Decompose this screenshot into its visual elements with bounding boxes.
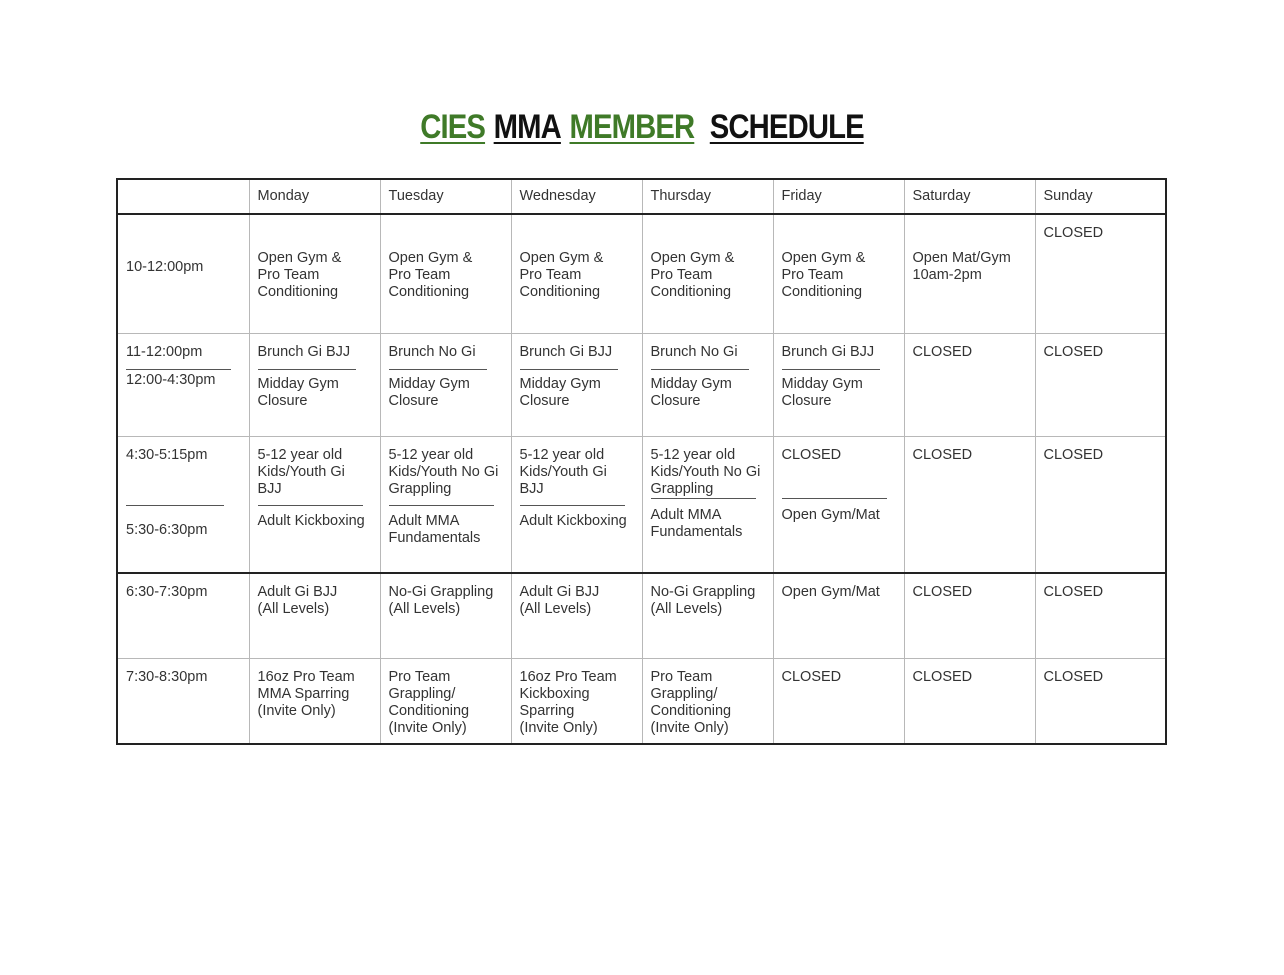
class-text-a: 5-12 year old Kids/Youth Gi BJJ — [257, 447, 345, 497]
class-text-a: Brunch No Gi — [650, 344, 738, 360]
title-part-mma: MMA — [493, 108, 561, 146]
divider-line — [389, 369, 487, 370]
divider-line — [126, 369, 231, 370]
class-text: CLOSED — [912, 344, 973, 360]
cell-thursday — [642, 573, 773, 659]
class-text: No-Gi Grappling (All Levels) — [388, 584, 494, 617]
divider-line — [782, 369, 880, 370]
class-text: CLOSED — [912, 669, 973, 685]
cell-monday — [249, 437, 380, 574]
cell-tuesday — [380, 437, 511, 574]
divider-line — [651, 369, 749, 370]
header-saturday: Saturday — [904, 179, 1035, 214]
cell-sunday — [1035, 214, 1166, 334]
class-text: CLOSED — [1043, 225, 1104, 241]
class-text-a: Brunch Gi BJJ — [519, 344, 613, 360]
cell-monday — [249, 214, 380, 334]
class-text-b: Midday Gym Closure — [388, 376, 470, 409]
page-title — [90, 108, 1194, 147]
cell-saturday — [904, 334, 1035, 437]
cell-wednesday — [511, 334, 642, 437]
title-part-member: MEMBER — [569, 108, 695, 146]
cell-saturday — [904, 573, 1035, 659]
time-cell — [117, 437, 249, 574]
class-text: No-Gi Grappling (All Levels) — [650, 584, 756, 617]
time-label-b: 12:00-4:30pm — [126, 372, 216, 388]
class-text: Adult Gi BJJ (All Levels) — [519, 584, 600, 617]
title-part-schedule: SCHEDULE — [709, 108, 864, 146]
class-text: Open Mat/Gym 10am-2pm — [912, 250, 1011, 283]
cell-monday — [249, 573, 380, 659]
cell-friday — [773, 334, 904, 437]
class-text-b: Adult Kickboxing — [257, 513, 365, 529]
time-cell — [117, 573, 249, 659]
class-text-a: 5-12 year old Kids/Youth Gi BJJ — [519, 447, 607, 497]
cell-tuesday — [380, 214, 511, 334]
cell-wednesday — [511, 573, 642, 659]
cell-wednesday — [511, 214, 642, 334]
class-text: Open Gym & Pro Team Conditioning — [388, 250, 473, 300]
class-text-a: CLOSED — [781, 447, 842, 463]
time-label-b: 5:30-6:30pm — [126, 522, 208, 538]
title-part-cies: CIES — [420, 108, 486, 146]
cell-saturday — [904, 437, 1035, 574]
class-text: CLOSED — [1043, 669, 1104, 685]
row-630-730 — [117, 573, 1166, 659]
row-11-430 — [117, 334, 1166, 437]
class-text: Adult Gi BJJ (All Levels) — [257, 584, 338, 617]
cell-wednesday — [511, 437, 642, 574]
cell-friday — [773, 437, 904, 574]
header-tuesday: Tuesday — [380, 179, 511, 214]
time-cell — [117, 214, 249, 334]
divider-line — [520, 369, 618, 370]
cell-tuesday — [380, 334, 511, 437]
class-text: CLOSED — [1043, 344, 1104, 360]
cell-saturday — [904, 659, 1035, 745]
divider-line — [651, 498, 756, 499]
cell-sunday — [1035, 573, 1166, 659]
header-sunday: Sunday — [1035, 179, 1166, 214]
cell-thursday — [642, 214, 773, 334]
class-text-b: Adult Kickboxing — [519, 513, 627, 529]
cell-saturday — [904, 214, 1035, 334]
row-10-12 — [117, 214, 1166, 334]
row-430-630 — [117, 437, 1166, 574]
row-730-830 — [117, 659, 1166, 745]
header-friday: Friday — [773, 179, 904, 214]
header-corner — [117, 179, 249, 214]
cell-thursday — [642, 437, 773, 574]
cell-friday — [773, 659, 904, 745]
class-text: CLOSED — [1043, 447, 1104, 463]
class-text: Open Gym/Mat — [781, 584, 880, 600]
time-cell — [117, 659, 249, 745]
divider-line — [258, 505, 363, 506]
class-text-a: 5-12 year old Kids/Youth No Gi Grappling — [650, 447, 761, 497]
cell-tuesday — [380, 659, 511, 745]
class-text: CLOSED — [1043, 584, 1104, 600]
class-text-b: Adult MMA Fundamentals — [650, 507, 743, 540]
time-label-a: 11-12:00pm — [126, 344, 203, 360]
class-text-b: Adult MMA Fundamentals — [388, 513, 481, 546]
class-text-a: 5-12 year old Kids/Youth No Gi Grappling — [388, 447, 499, 497]
cell-monday — [249, 334, 380, 437]
class-text-a: Brunch Gi BJJ — [781, 344, 875, 360]
header-thursday: Thursday — [642, 179, 773, 214]
class-text: Open Gym & Pro Team Conditioning — [257, 250, 342, 300]
class-text-b: Midday Gym Closure — [650, 376, 732, 409]
cell-thursday — [642, 659, 773, 745]
class-text: CLOSED — [912, 447, 973, 463]
class-text: Open Gym & Pro Team Conditioning — [781, 250, 866, 300]
divider-line — [126, 505, 224, 506]
class-text: Pro Team Grappling/ Conditioning (Invite Only) — [388, 669, 470, 736]
class-text-b: Midday Gym Closure — [519, 376, 601, 409]
class-text-b: Midday Gym Closure — [781, 376, 863, 409]
time-label: 6:30-7:30pm — [126, 584, 208, 600]
class-text: 16oz Pro Team Kickboxing Sparring (Invite Only) — [519, 669, 617, 736]
cell-monday — [249, 659, 380, 745]
cell-sunday — [1035, 334, 1166, 437]
class-text: CLOSED — [781, 669, 842, 685]
header-monday: Monday — [249, 179, 380, 214]
divider-line — [782, 498, 887, 499]
header-row — [117, 179, 1166, 214]
divider-line — [258, 369, 356, 370]
class-text-b: Open Gym/Mat — [781, 507, 880, 523]
class-text-b: Midday Gym Closure — [257, 376, 339, 409]
class-text: CLOSED — [912, 584, 973, 600]
time-cell — [117, 334, 249, 437]
cell-friday — [773, 214, 904, 334]
class-text: Open Gym & Pro Team Conditioning — [650, 250, 735, 300]
cell-sunday — [1035, 659, 1166, 745]
cell-tuesday — [380, 573, 511, 659]
time-label: 7:30-8:30pm — [126, 669, 208, 685]
cell-sunday — [1035, 437, 1166, 574]
divider-line — [520, 505, 625, 506]
time-label-a: 4:30-5:15pm — [126, 447, 208, 463]
cell-thursday — [642, 334, 773, 437]
divider-line — [389, 505, 494, 506]
class-text: 16oz Pro Team MMA Sparring (Invite Only) — [257, 669, 355, 719]
class-text: Open Gym & Pro Team Conditioning — [519, 250, 604, 300]
time-label: 10-12:00pm — [126, 259, 204, 275]
class-text-a: Brunch Gi BJJ — [257, 344, 351, 360]
class-text-a: Brunch No Gi — [388, 344, 476, 360]
schedule-table — [116, 178, 1167, 745]
cell-wednesday — [511, 659, 642, 745]
cell-friday — [773, 573, 904, 659]
header-wednesday: Wednesday — [511, 179, 642, 214]
class-text: Pro Team Grappling/ Conditioning (Invite Only) — [650, 669, 732, 736]
